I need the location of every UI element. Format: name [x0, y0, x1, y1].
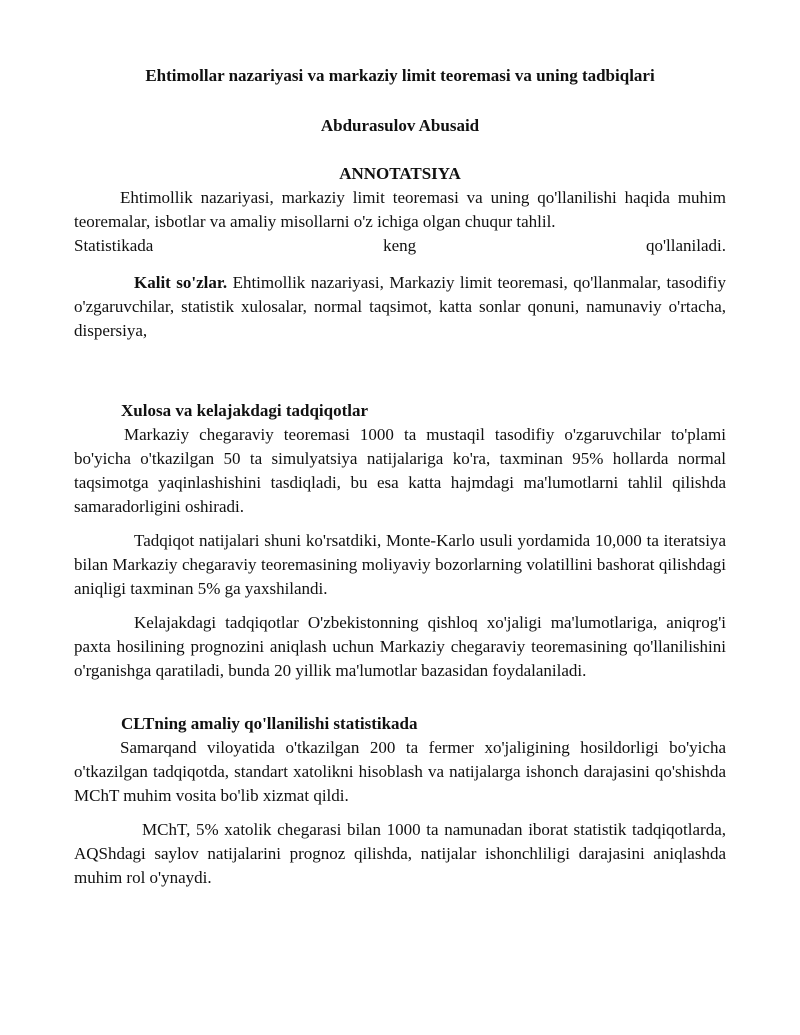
- section-heading-clt-applications: CLTning amaliy qo'llanilishi statistikada: [121, 714, 418, 733]
- conclusion-paragraph-2: Tadqiqot natijalari shuni ko'rsatdiki, Monte-Karlo usuli yordamida 10,000 ta iteratsiya bilan Markaziy chegaraviy teoremasining moliyaviy bozorlarning volatillini bashorat qilishdagi aniqligi taxminan 5% ga yaxshilandi.: [74, 531, 726, 598]
- annotation-heading: ANNOTATSIYA: [339, 164, 461, 183]
- document-title: Ehtimollar nazariyasi va markaziy limit teoremasi va uning tadbiqlari: [145, 66, 655, 85]
- conclusion-paragraph-1: Markaziy chegaraviy teoremasi 1000 ta mustaqil tasodifiy o'zgaruvchilar to'plami bo'yicha o'tkazilgan 50 ta simulyatsiya natijalariga ko'ra, taxminan 95% hollarda normal taqsimotga yaqinlashishini tasdiqladi, bu esa katta hajmdagi ma'lumotlarni tahlil qilishda samaradorligini oshiradi.: [74, 425, 726, 516]
- keywords-label: Kalit so'zlar.: [134, 273, 228, 292]
- annotation-text-last-line: Statistikada keng qo'llaniladi.: [74, 236, 726, 255]
- section-heading-conclusion: Xulosa va kelajakdagi tadqiqotlar: [121, 401, 369, 420]
- annotation-text: Ehtimollik nazariyasi, markaziy limit teoremasi va uning qo'llanilishi haqida muhim teoremalar, isbotlar va amaliy misollarni o'z ichiga olgan chuqur tahlil.: [74, 188, 726, 231]
- document-page: [74, 64, 726, 890]
- author-name: Abdurasulov Abusaid: [320, 116, 480, 135]
- keywords-text: Ehtimollik nazariyasi, Markaziy limit teoremasi, qo'llanmalar, tasodifiy o'zgaruvchilar, statistik xulosalar, normal taqsimot, katta sonlar qonuni, namunaviy o'rtacha, dispersiya,: [74, 273, 726, 340]
- conclusion-paragraph-3: Kelajakdagi tadqiqotlar O'zbekistonning qishloq xo'jaligi ma'lumotlariga, aniqrog'i paxta hosilining prognozini aniqlash uchun Markaziy chegaraviy teoremasining qo'llanilishini o'rganishga qaratiladi, bunda 20 yillik ma'lumotlar bazasidan foydalaniladi.: [74, 613, 726, 680]
- clt-paragraph-2: MChT, 5% xatolik chegarasi bilan 1000 ta namunadan iborat statistik tadqiqotlarda, AQShdagi saylov natijalarini prognoz qilishda, natijalar ishonchliligi darajasini aniqlashda muhim rol o'ynaydi.: [74, 820, 726, 887]
- clt-paragraph-1: Samarqand viloyatida o'tkazilgan 200 ta fermer xo'jaligining hosildorligi bo'yicha o'tkazilgan tadqiqotda, standart xatolikni hisoblash va natijalarga ishonch darajasini qo'shishda MChT muhim vosita bo'lib xizmat qildi.: [74, 738, 726, 805]
- keywords-paragraph: [74, 271, 726, 343]
